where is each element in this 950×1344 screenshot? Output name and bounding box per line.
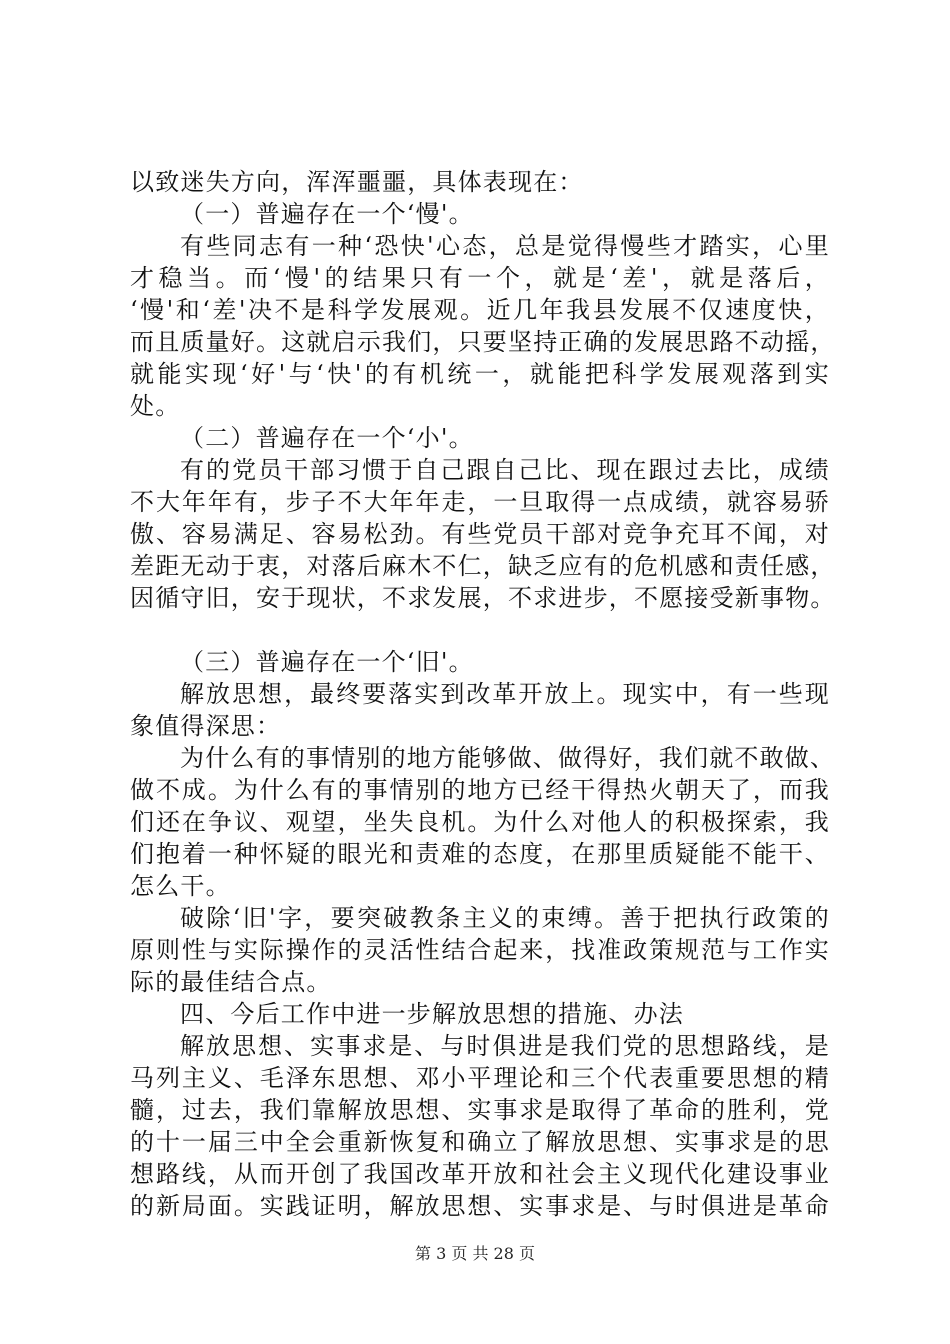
text-line: 象值得深思： (130, 712, 282, 740)
text-line: 傲、容易满足、容易松劲。有些党员干部对竞争充耳不闻，对 (130, 520, 830, 548)
text-line: 原则性与实际操作的灵活性结合起来，找准政策规范与工作实 (130, 936, 830, 964)
text-line: 不大年年有，步子不大年年走，一旦取得一点成绩，就容易骄 (130, 488, 830, 516)
text-line: 有的党员干部习惯于自己跟自己比、现在跟过去比，成绩 (180, 456, 830, 484)
text-line: 为什么有的事情别的地方能够做、做得好，我们就不敢做、 (180, 744, 836, 772)
text-line: 才稳当。而‘慢'的结果只有一个，就是‘差'，就是落后， (130, 264, 830, 292)
text-line: 怎么干。 (130, 872, 231, 900)
text-line: 解放思想，最终要落实到改革开放上。现实中，有一些现 (180, 680, 830, 708)
text-line: 马列主义、毛泽东思想、邓小平理论和三个代表重要思想的精 (130, 1064, 830, 1092)
text-line: 以致迷失方向，浑浑噩噩，具体表现在： (130, 168, 584, 196)
text-line: 四、今后工作中进一步解放思想的措施、办法 (180, 1000, 684, 1028)
text-line: 的十一届三中全会重新恢复和确立了解放思想、实事求是的思 (130, 1128, 830, 1156)
text-line: 破除‘旧'字，要突破教条主义的束缚。善于把执行政策的 (180, 904, 830, 932)
text-line: （一）普遍存在一个‘慢'。 (180, 200, 474, 228)
text-line: 际的最佳结合点。 (130, 968, 332, 996)
text-line: 做不成。为什么有的事情别的地方已经干得热火朝天了，而我 (130, 776, 830, 804)
text-line: ‘慢'和‘差'决不是科学发展观。近几年我县发展不仅速度快， (130, 296, 830, 324)
text-line: 差距无动于衷，对落后麻木不仁，缺乏应有的危机感和责任感， (130, 552, 836, 580)
text-line: 解放思想、实事求是、与时俱进是我们党的思想路线，是 (180, 1032, 830, 1060)
text-line: 有些同志有一种‘恐快'心态，总是觉得慢些才踏实，心里 (180, 232, 830, 260)
text-line: 想路线，从而开创了我国改革开放和社会主义现代化建设事业 (130, 1160, 830, 1188)
text-line: （二）普遍存在一个‘小'。 (180, 424, 474, 452)
text-line: 们还在争议、观望，坐失良机。为什么对他人的积极探索，我 (130, 808, 830, 836)
text-line: （三）普遍存在一个‘旧'。 (180, 648, 474, 676)
blank-line (130, 614, 830, 646)
document-body (130, 166, 836, 1222)
text-line: 们抱着一种怀疑的眼光和责难的态度，在那里质疑能不能干、 (130, 840, 830, 868)
text-line: 髓，过去，我们靠解放思想、实事求是取得了革命的胜利，党 (130, 1096, 830, 1124)
text-line: 处。 (130, 392, 181, 420)
page-footer: 第 3 页 共 28 页 (415, 1244, 535, 1263)
text-line: 就能实现‘好'与‘快'的有机统一，就能把科学发展观落到实 (130, 360, 830, 388)
text-line: 而且质量好。这就启示我们，只要坚持正确的发展思路不动摇， (130, 328, 836, 356)
text-line: 的新局面。实践证明，解放思想、实事求是、与时俱进是革命 (130, 1192, 830, 1220)
text-line: 因循守旧，安于现状，不求发展，不求进步，不愿接受新事物。 (130, 584, 836, 612)
